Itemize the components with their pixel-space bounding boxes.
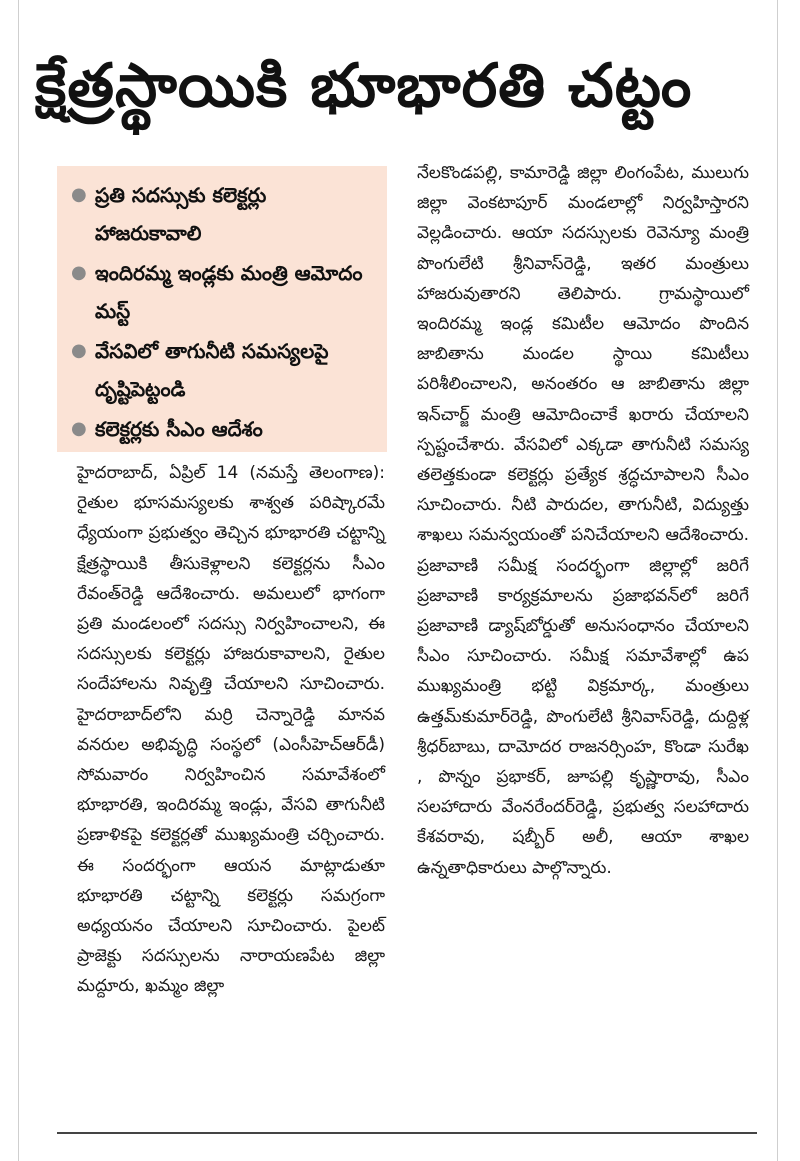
highlight-item (71, 254, 377, 330)
newspaper-clipping (18, 0, 778, 1161)
highlight-text: కలెక్టర్లకు సీఎం ఆదేశం (95, 417, 263, 441)
article-paragraph: నేలకొండపల్లి, కామారెడ్డి జిల్లా లింగంపేట, ములుగు జిల్లా వెంకటాపూర్ మండలాల్లో నిర్వహిస్తారని వెల్లడించారు. ఆయా సదస్సులకు రెవెన్యూ మంత్రి పొంగులేటి శ్రీనివాస్‌రెడ్డి, ఇతర మంత్రులు హాజరువుతారని తెలిపారు. గ్రామస్థాయిలో ఇందిరమ్మ ఇండ్ల కమిటీల ఆమోదం పొందిన జాబితాను మండల స్థాయి కమిటీలు పరిశీలించాలని, అనంతరం ఆ జాబితాను జిల్లా ఇన్‌చార్జ్ మంత్రి ఆమోదించాకే ఖరారు చేయాలని స్పష్టంచేశారు. వేసవిలో ఎక్కడా తాగునీటి సమస్య తలెత్తకుండా కలెక్టర్లు ప్రత్యేక శ్రద్ధచూపాలని సీఎం సూచించారు. నీటి పారుదల, తాగునీటి, విద్యుత్తు శాఖలు సమన్వయంతో పనిచేయాలని ఆదేశించారు. ప్రజావాణి సమీక్ష సందర్భంగా జిల్లాల్లో జరిగే ప్రజావాణి కార్యక్రమాలను ప్రజాభవన్‌లో జరిగే ప్రజావాణి డ్యాష్‌బోర్డుతో అనుసంధానం చేయాలని సీఎం సూచించారు. సమీక్ష సమావేశాల్లో ఉప ముఖ్యమంత్రి భట్టి విక్రమార్క, మంత్రులు ఉత్తమ్‌కుమార్‌రెడ్డి, పొంగులేటి శ్రీనివాస్‌రెడ్డి, దుద్దిళ్ల శ్రీధర్‌బాబు, దామోదర రాజనర్సింహ, కొండా సురేఖ , పొన్నం ప్రభాకర్, జూపల్లి కృష్ణారావు, సీఎం సలహాదారు వేంనరేందర్‌రెడ్డి, ప్రభుత్వ సలహాదారు కేశవరావు, షబ్బీర్ అలీ, ఆయా శాఖల ఉన్నతాధికారులు పాల్గొన్నారు. (417, 163, 749, 878)
bullet-icon: ● (71, 184, 87, 205)
bullet-icon: ● (71, 340, 87, 361)
article-column-left (77, 458, 385, 1002)
highlight-item (71, 332, 377, 408)
highlight-item (71, 410, 377, 448)
article-column-right (417, 158, 749, 883)
headline: క్షేత్రస్థాయికి భూభారతి చట్టం (35, 51, 693, 121)
bullet-icon: ● (71, 418, 87, 439)
bullet-icon: ● (71, 262, 87, 283)
highlight-text: ఇందిరమ్మ ఇండ్లకు మంత్రి ఆమోదం మస్ట్ (95, 261, 363, 323)
highlights-box (57, 166, 387, 452)
highlight-text: ప్రతి సదస్సుకు కలెక్టర్లు హాజరుకావాలి (95, 183, 267, 245)
highlight-item (71, 176, 377, 252)
highlight-text: వేసవిలో తాగునీటి సమస్యలపై దృష్టిపెట్టండి (95, 339, 329, 401)
bottom-divider (57, 1132, 757, 1134)
article-paragraph: హైదరాబాద్, ఏప్రిల్ 14 (నమస్తే తెలంగాణ): రైతుల భూసమస్యలకు శాశ్వత పరిష్కారమే ధ్యేయంగా ప్రభుత్వం తెచ్చిన భూభారతి చట్టాన్ని క్షేత్రస్థాయికి తీసుకెళ్లాలని కలెక్టర్లను సీఎం రేవంత్‌రెడ్డి ఆదేశించారు. అమలులో భాగంగా ప్రతి మండలంలో సదస్సు నిర్వహించాలని, ఈ సదస్సులకు కలెక్టర్లు హాజరుకావాలని, రైతుల సందేహాలను నివృత్తి చేయాలని సూచించారు. హైదరాబాద్‌లోని మర్రి చెన్నారెడ్డి మానవ వనరుల అభివృద్ధి సంస్థలో (ఎంసీహెచ్‌ఆర్‌డీ) సోమవారం నిర్వహించిన సమావేశంలో భూభారతి, ఇందిరమ్మ ఇండ్లు, వేసవి తాగునీటి ప్రణాళికపై కలెక్టర్లతో ముఖ్యమంత్రి చర్చించారు. ఈ సందర్భంగా ఆయన మాట్లాడుతూ భూభారతి చట్టాన్ని కలెక్టర్లు సమగ్రంగా అధ్యయనం చేయాలని సూచించారు. పైలట్ ప్రాజెక్టు సదస్సులను నారాయణపేట జిల్లా మద్దూరు, ఖమ్మం జిల్లా (77, 463, 385, 997)
